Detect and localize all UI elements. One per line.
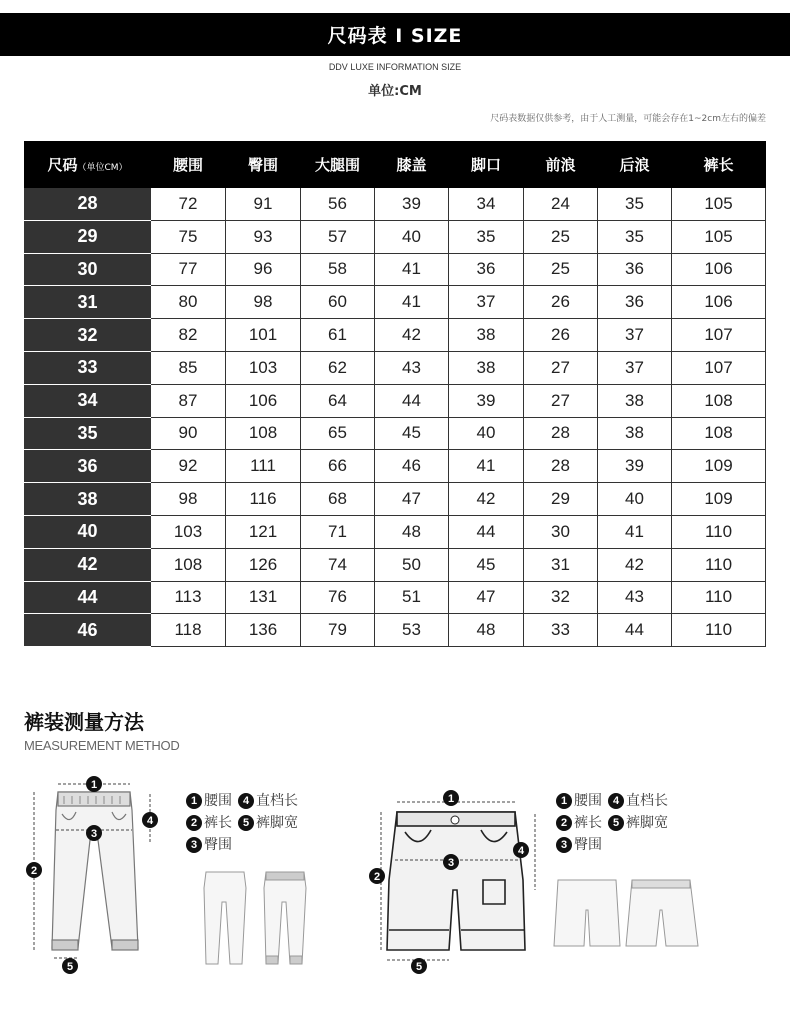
value-cell: 110	[672, 581, 766, 614]
value-cell: 36	[598, 286, 672, 319]
value-cell: 106	[226, 384, 301, 417]
table-row	[25, 450, 766, 483]
brand-line: DDV LUXE INFORMATION SIZE	[328, 62, 462, 72]
value-cell: 110	[672, 515, 766, 548]
value-cell: 31	[524, 548, 598, 581]
unit-label: 单位:CM	[368, 84, 422, 99]
size-cell: 46	[25, 614, 151, 647]
value-cell: 38	[449, 319, 524, 352]
value-cell: 131	[226, 581, 301, 614]
value-cell: 105	[672, 188, 766, 221]
value-cell: 43	[375, 351, 449, 384]
value-cell: 91	[226, 188, 301, 221]
header-col: 脚口	[449, 142, 524, 188]
value-cell: 45	[375, 417, 449, 450]
value-cell: 68	[301, 483, 375, 516]
value-cell: 109	[672, 483, 766, 516]
header-col: 裤长	[672, 142, 766, 188]
value-cell: 40	[449, 417, 524, 450]
table-row	[25, 286, 766, 319]
value-cell: 136	[226, 614, 301, 647]
value-cell: 38	[598, 417, 672, 450]
value-cell: 98	[151, 483, 226, 516]
value-cell: 30	[524, 515, 598, 548]
size-cell: 31	[25, 286, 151, 319]
value-cell: 93	[226, 220, 301, 253]
value-cell: 40	[598, 483, 672, 516]
marker-5-label: 5	[415, 961, 423, 973]
value-cell: 44	[375, 384, 449, 417]
table-row	[25, 483, 766, 516]
value-cell: 35	[598, 220, 672, 253]
value-cell: 77	[151, 253, 226, 286]
marker-4-label: 4	[146, 815, 154, 827]
value-cell: 38	[598, 384, 672, 417]
value-cell: 64	[301, 384, 375, 417]
value-cell: 111	[226, 450, 301, 483]
header-col: 腰围	[151, 142, 226, 188]
marker-1-label: 1	[447, 793, 455, 805]
legend-long-pants	[186, 790, 298, 856]
table-row	[25, 417, 766, 450]
value-cell: 96	[226, 253, 301, 286]
table-row	[25, 351, 766, 384]
value-cell: 28	[524, 417, 598, 450]
header-col: 膝盖	[375, 142, 449, 188]
marker-4-label: 4	[517, 845, 525, 857]
legend-item: 2 裤长	[186, 812, 232, 834]
value-cell: 44	[449, 515, 524, 548]
legend-item: 5 裤脚宽	[238, 812, 298, 834]
value-cell: 118	[151, 614, 226, 647]
table-row	[25, 614, 766, 647]
value-cell: 41	[598, 515, 672, 548]
value-cell: 43	[598, 581, 672, 614]
value-cell: 90	[151, 417, 226, 450]
value-cell: 24	[524, 188, 598, 221]
table-row	[25, 548, 766, 581]
value-cell: 48	[449, 614, 524, 647]
value-cell: 66	[301, 450, 375, 483]
table-row	[25, 581, 766, 614]
marker-5-label: 5	[66, 961, 74, 973]
value-cell: 106	[672, 286, 766, 319]
value-cell: 113	[151, 581, 226, 614]
value-cell: 56	[301, 188, 375, 221]
value-cell: 47	[449, 581, 524, 614]
value-cell: 26	[524, 286, 598, 319]
value-cell: 103	[226, 351, 301, 384]
value-cell: 82	[151, 319, 226, 352]
header-col: 后浪	[598, 142, 672, 188]
size-cell: 32	[25, 319, 151, 352]
value-cell: 98	[226, 286, 301, 319]
table-row	[25, 515, 766, 548]
table-row	[25, 319, 766, 352]
table-header-row	[25, 142, 766, 188]
value-cell: 35	[449, 220, 524, 253]
size-cell: 36	[25, 450, 151, 483]
value-cell: 41	[449, 450, 524, 483]
value-cell: 42	[449, 483, 524, 516]
value-cell: 44	[598, 614, 672, 647]
marker-3-label: 3	[447, 857, 455, 869]
value-cell: 87	[151, 384, 226, 417]
value-cell: 110	[672, 614, 766, 647]
value-cell: 108	[672, 384, 766, 417]
value-cell: 109	[672, 450, 766, 483]
size-cell: 40	[25, 515, 151, 548]
table-row	[25, 384, 766, 417]
value-cell: 33	[524, 614, 598, 647]
legend-item: 1 腰围	[186, 790, 232, 812]
value-cell: 36	[598, 253, 672, 286]
value-cell: 58	[301, 253, 375, 286]
value-cell: 27	[524, 384, 598, 417]
legend-item: 3 臀围	[556, 834, 602, 856]
value-cell: 37	[449, 286, 524, 319]
marker-3-label: 3	[90, 828, 98, 840]
value-cell: 32	[524, 581, 598, 614]
value-cell: 46	[375, 450, 449, 483]
value-cell: 71	[301, 515, 375, 548]
value-cell: 25	[524, 220, 598, 253]
header-col: 大腿围	[301, 142, 375, 188]
header-size: 尺码（单位CM）	[25, 142, 151, 188]
value-cell: 42	[598, 548, 672, 581]
value-cell: 65	[301, 417, 375, 450]
method-subtitle: MEASUREMENT METHOD	[24, 738, 180, 753]
marker-2-label: 2	[30, 865, 38, 877]
legend-shorts	[556, 790, 668, 856]
size-table	[24, 141, 766, 647]
size-cell: 38	[25, 483, 151, 516]
value-cell: 41	[375, 286, 449, 319]
value-cell: 39	[598, 450, 672, 483]
value-cell: 42	[375, 319, 449, 352]
value-cell: 35	[598, 188, 672, 221]
banner-title: 尺码表 Ⅰ SIZE	[327, 25, 463, 47]
legend-item: 5 裤脚宽	[608, 812, 668, 834]
value-cell: 116	[226, 483, 301, 516]
value-cell: 103	[151, 515, 226, 548]
table-row	[25, 253, 766, 286]
value-cell: 110	[672, 548, 766, 581]
header-col: 臀围	[226, 142, 301, 188]
method-title: 裤装测量方法	[24, 710, 144, 734]
value-cell: 74	[301, 548, 375, 581]
size-chart-banner	[0, 13, 790, 56]
value-cell: 37	[598, 351, 672, 384]
value-cell: 26	[524, 319, 598, 352]
long-pants-diagram	[20, 770, 170, 980]
size-cell: 42	[25, 548, 151, 581]
header-col: 前浪	[524, 142, 598, 188]
value-cell: 72	[151, 188, 226, 221]
value-cell: 62	[301, 351, 375, 384]
disclaimer-note: 尺码表数据仅供参考，由于人工测量，可能会存在1~2cm左右的偏差	[490, 114, 766, 124]
size-cell: 35	[25, 417, 151, 450]
value-cell: 39	[449, 384, 524, 417]
value-cell: 108	[672, 417, 766, 450]
size-cell: 28	[25, 188, 151, 221]
value-cell: 106	[672, 253, 766, 286]
value-cell: 107	[672, 351, 766, 384]
shorts-diagram	[365, 780, 540, 980]
value-cell: 61	[301, 319, 375, 352]
value-cell: 51	[375, 581, 449, 614]
value-cell: 41	[375, 253, 449, 286]
marker-2-label: 2	[373, 871, 381, 883]
value-cell: 48	[375, 515, 449, 548]
value-cell: 108	[226, 417, 301, 450]
value-cell: 108	[151, 548, 226, 581]
value-cell: 75	[151, 220, 226, 253]
table-row	[25, 188, 766, 221]
marker-1-label: 1	[90, 779, 98, 791]
value-cell: 107	[672, 319, 766, 352]
value-cell: 36	[449, 253, 524, 286]
shorts-thumbnails	[552, 876, 702, 956]
size-cell: 34	[25, 384, 151, 417]
value-cell: 39	[375, 188, 449, 221]
size-cell: 33	[25, 351, 151, 384]
legend-item: 2 裤长	[556, 812, 602, 834]
value-cell: 29	[524, 483, 598, 516]
legend-item: 4 直档长	[608, 790, 668, 812]
value-cell: 47	[375, 483, 449, 516]
value-cell: 57	[301, 220, 375, 253]
legend-item: 1 腰围	[556, 790, 602, 812]
value-cell: 79	[301, 614, 375, 647]
value-cell: 85	[151, 351, 226, 384]
value-cell: 80	[151, 286, 226, 319]
value-cell: 60	[301, 286, 375, 319]
value-cell: 34	[449, 188, 524, 221]
legend-item: 3 臀围	[186, 834, 232, 856]
size-cell: 29	[25, 220, 151, 253]
legend-item: 4 直档长	[238, 790, 298, 812]
value-cell: 27	[524, 351, 598, 384]
value-cell: 121	[226, 515, 301, 548]
size-cell: 44	[25, 581, 151, 614]
value-cell: 37	[598, 319, 672, 352]
value-cell: 92	[151, 450, 226, 483]
value-cell: 25	[524, 253, 598, 286]
value-cell: 38	[449, 351, 524, 384]
value-cell: 101	[226, 319, 301, 352]
value-cell: 50	[375, 548, 449, 581]
value-cell: 126	[226, 548, 301, 581]
value-cell: 28	[524, 450, 598, 483]
value-cell: 53	[375, 614, 449, 647]
value-cell: 45	[449, 548, 524, 581]
size-cell: 30	[25, 253, 151, 286]
long-pants-thumbnails	[200, 868, 320, 968]
value-cell: 105	[672, 220, 766, 253]
value-cell: 76	[301, 581, 375, 614]
table-row	[25, 220, 766, 253]
value-cell: 40	[375, 220, 449, 253]
